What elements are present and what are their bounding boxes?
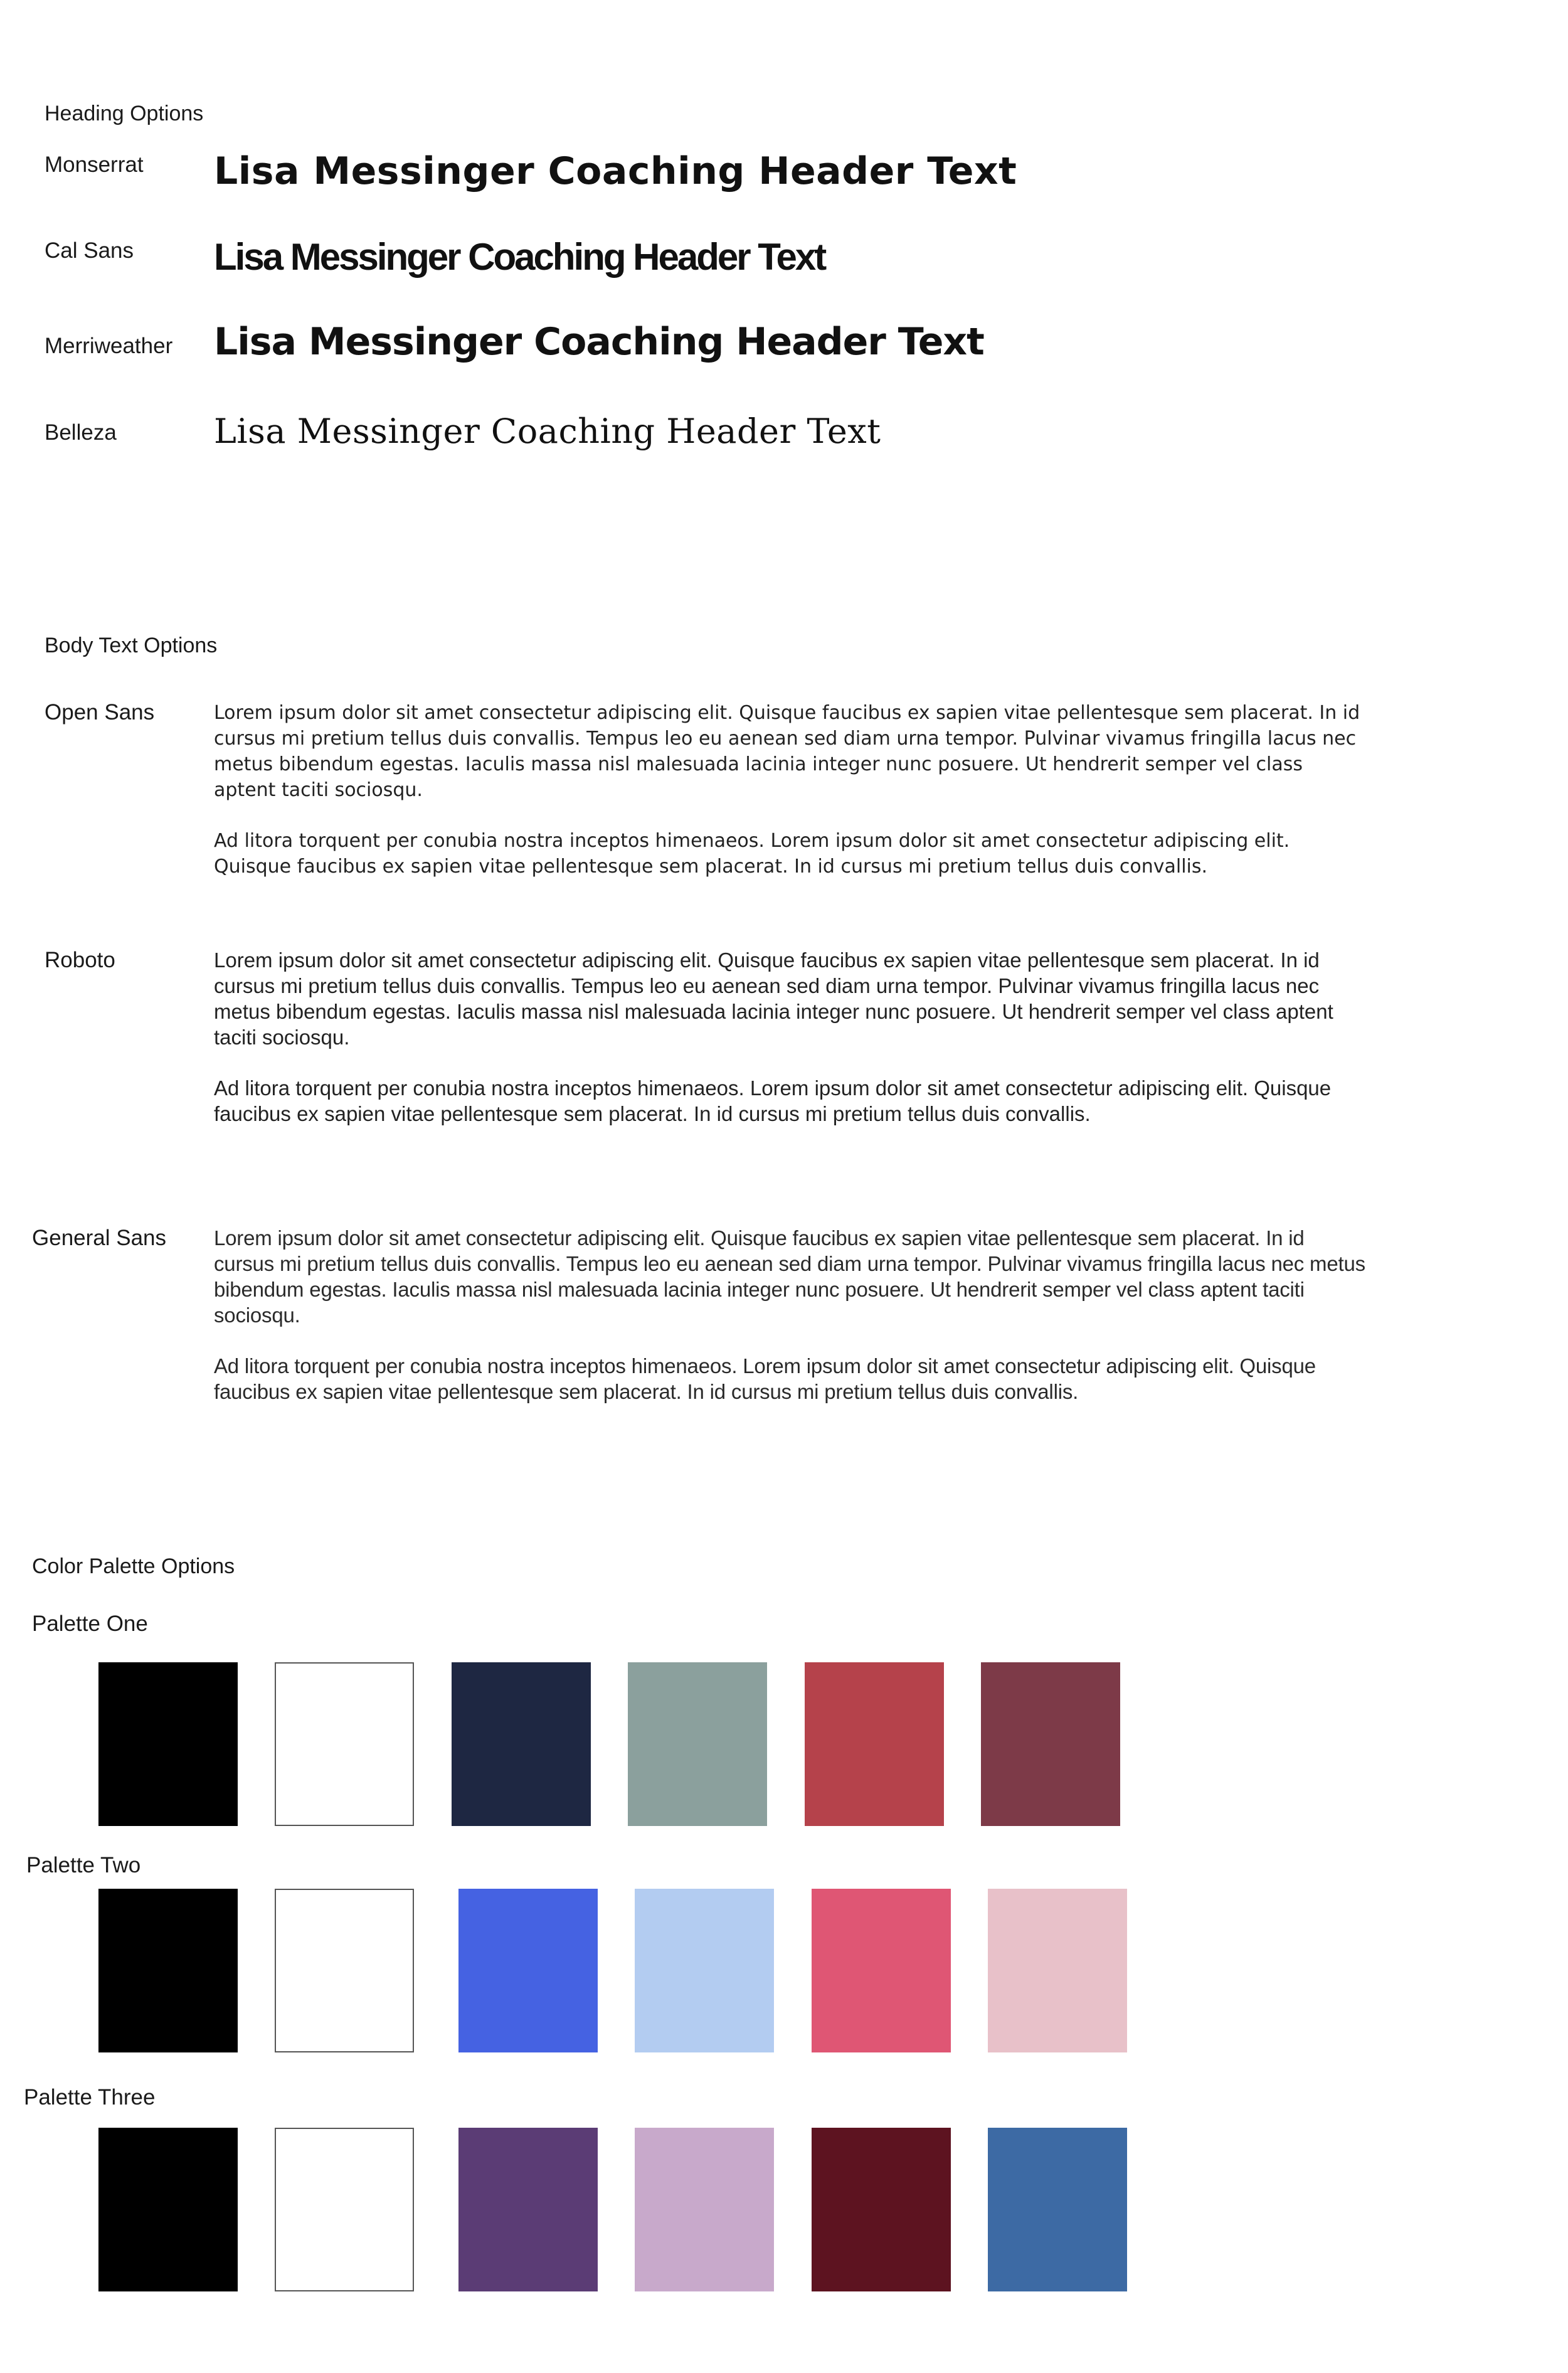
body-font-label-open-sans: Open Sans [45,700,155,725]
body-paragraph: Lorem ipsum dolor sit amet consectetur adipiscing elit. Quisque faucibus ex sapien vitae pellentesque sem placerat. In id cursus mi pretium tellus duis convallis. Tempus leo eu aenean sed diam urna tempor. Pulvinar vivamus fringilla lacus nec metus bibendum egestas. Iaculis massa nisl malesuada lacinia integer nunc posuere. Ut hendrerit semper vel class aptent taciti sociosqu. [214,948,1333,1049]
color-palette-options-title: Color Palette Options [32,1554,235,1578]
palette-three-swatch-1 [98,2128,238,2291]
palette-one-swatch-4 [628,1662,767,1826]
heading-sample-belleza: Lisa Messinger Coaching Header Text [214,411,881,451]
body-font-label-general-sans: General Sans [32,1226,167,1250]
heading-font-label-merriweather: Merriweather [45,334,173,358]
body-paragraph: Ad litora torquent per conubia nostra inceptos himenaeos. Lorem ipsum dolor sit amet consectetur adipiscing elit. Quisque faucibus ex sapien vitae pellentesque sem placerat. In id cursus mi pretium tellus duis convallis. [214,830,1290,878]
palette-two-swatch-4 [635,1889,774,2052]
heading-font-label-cal-sans: Cal Sans [45,238,134,263]
heading-options-title: Heading Options [45,102,204,125]
palette-one-swatch-1 [98,1662,238,1826]
heading-sample-montserrat: Lisa Messinger Coaching Header Text [214,149,1017,193]
palette-one-swatch-6 [981,1662,1120,1826]
palette-two-swatch-6 [988,1889,1127,2052]
heading-sample-merriweather: Lisa Messinger Coaching Header Text [214,320,984,364]
palette-one-swatch-2 [275,1662,414,1826]
body-paragraph: Lorem ipsum dolor sit amet consectetur adipiscing elit. Quisque faucibus ex sapien vitae pellentesque sem placerat. In id cursus mi pretium tellus duis convallis. Tempus leo eu aenean sed diam urna tempor. Pulvinar vivamus fringilla lacus nec metus bibendum egestas. Iaculis massa nisl malesuada lacinia integer nunc posuere. Ut hendrerit semper vel class aptent taciti sociosqu. [214,1226,1365,1327]
palette-one-label: Palette One [32,1611,148,1636]
heading-font-label-montserrat: Monserrat [45,152,144,177]
body-text-options-title: Body Text Options [45,634,218,657]
body-paragraph: Ad litora torquent per conubia nostra inceptos himenaeos. Lorem ipsum dolor sit amet consectetur adipiscing elit. Quisque faucibus ex sapien vitae pellentesque sem placerat. In id cursus mi pretium tellus duis convallis. [214,1076,1332,1125]
palette-three-swatch-3 [458,2128,598,2291]
body-paragraph: Ad litora torquent per conubia nostra inceptos himenaeos. Lorem ipsum dolor sit amet consectetur adipiscing elit. Quisque faucibus ex sapien vitae pellentesque sem placerat. In id cursus mi pretium tellus duis convallis. [214,1354,1316,1403]
palette-three-swatch-4 [635,2128,774,2291]
body-font-label-roboto: Roboto [45,948,115,972]
heading-sample-cal-sans: Lisa Messinger Coaching Header Text [214,236,825,278]
palette-three-swatch-5 [812,2128,951,2291]
palette-one-swatch-3 [452,1662,591,1826]
palette-three-label: Palette Three [24,2085,156,2110]
body-sample-open-sans [214,700,1368,879]
body-paragraph: Lorem ipsum dolor sit amet consectetur adipiscing elit. Quisque faucibus ex sapien vitae pellentesque sem placerat. In id cursus mi pretium tellus duis convallis. Tempus leo eu aenean sed diam urna tempor. Pulvinar vivamus fringilla lacus nec metus bibendum egestas. Iaculis massa nisl malesuada lacinia integer nunc posuere. Ut hendrerit semper vel class aptent taciti sociosqu. [214,702,1360,801]
palette-two-swatch-5 [812,1889,951,2052]
palette-three-swatch-2 [275,2128,414,2291]
palette-two-swatch-2 [275,1889,414,2052]
body-sample-roboto [214,947,1368,1127]
body-sample-general-sans [214,1225,1368,1404]
palette-two-swatch-3 [458,1889,598,2052]
palette-two-label: Palette Two [26,1853,141,1877]
palette-three-swatch-6 [988,2128,1127,2291]
palette-one-swatch-5 [805,1662,944,1826]
heading-font-label-belleza: Belleza [45,420,117,445]
palette-two-swatch-1 [98,1889,238,2052]
